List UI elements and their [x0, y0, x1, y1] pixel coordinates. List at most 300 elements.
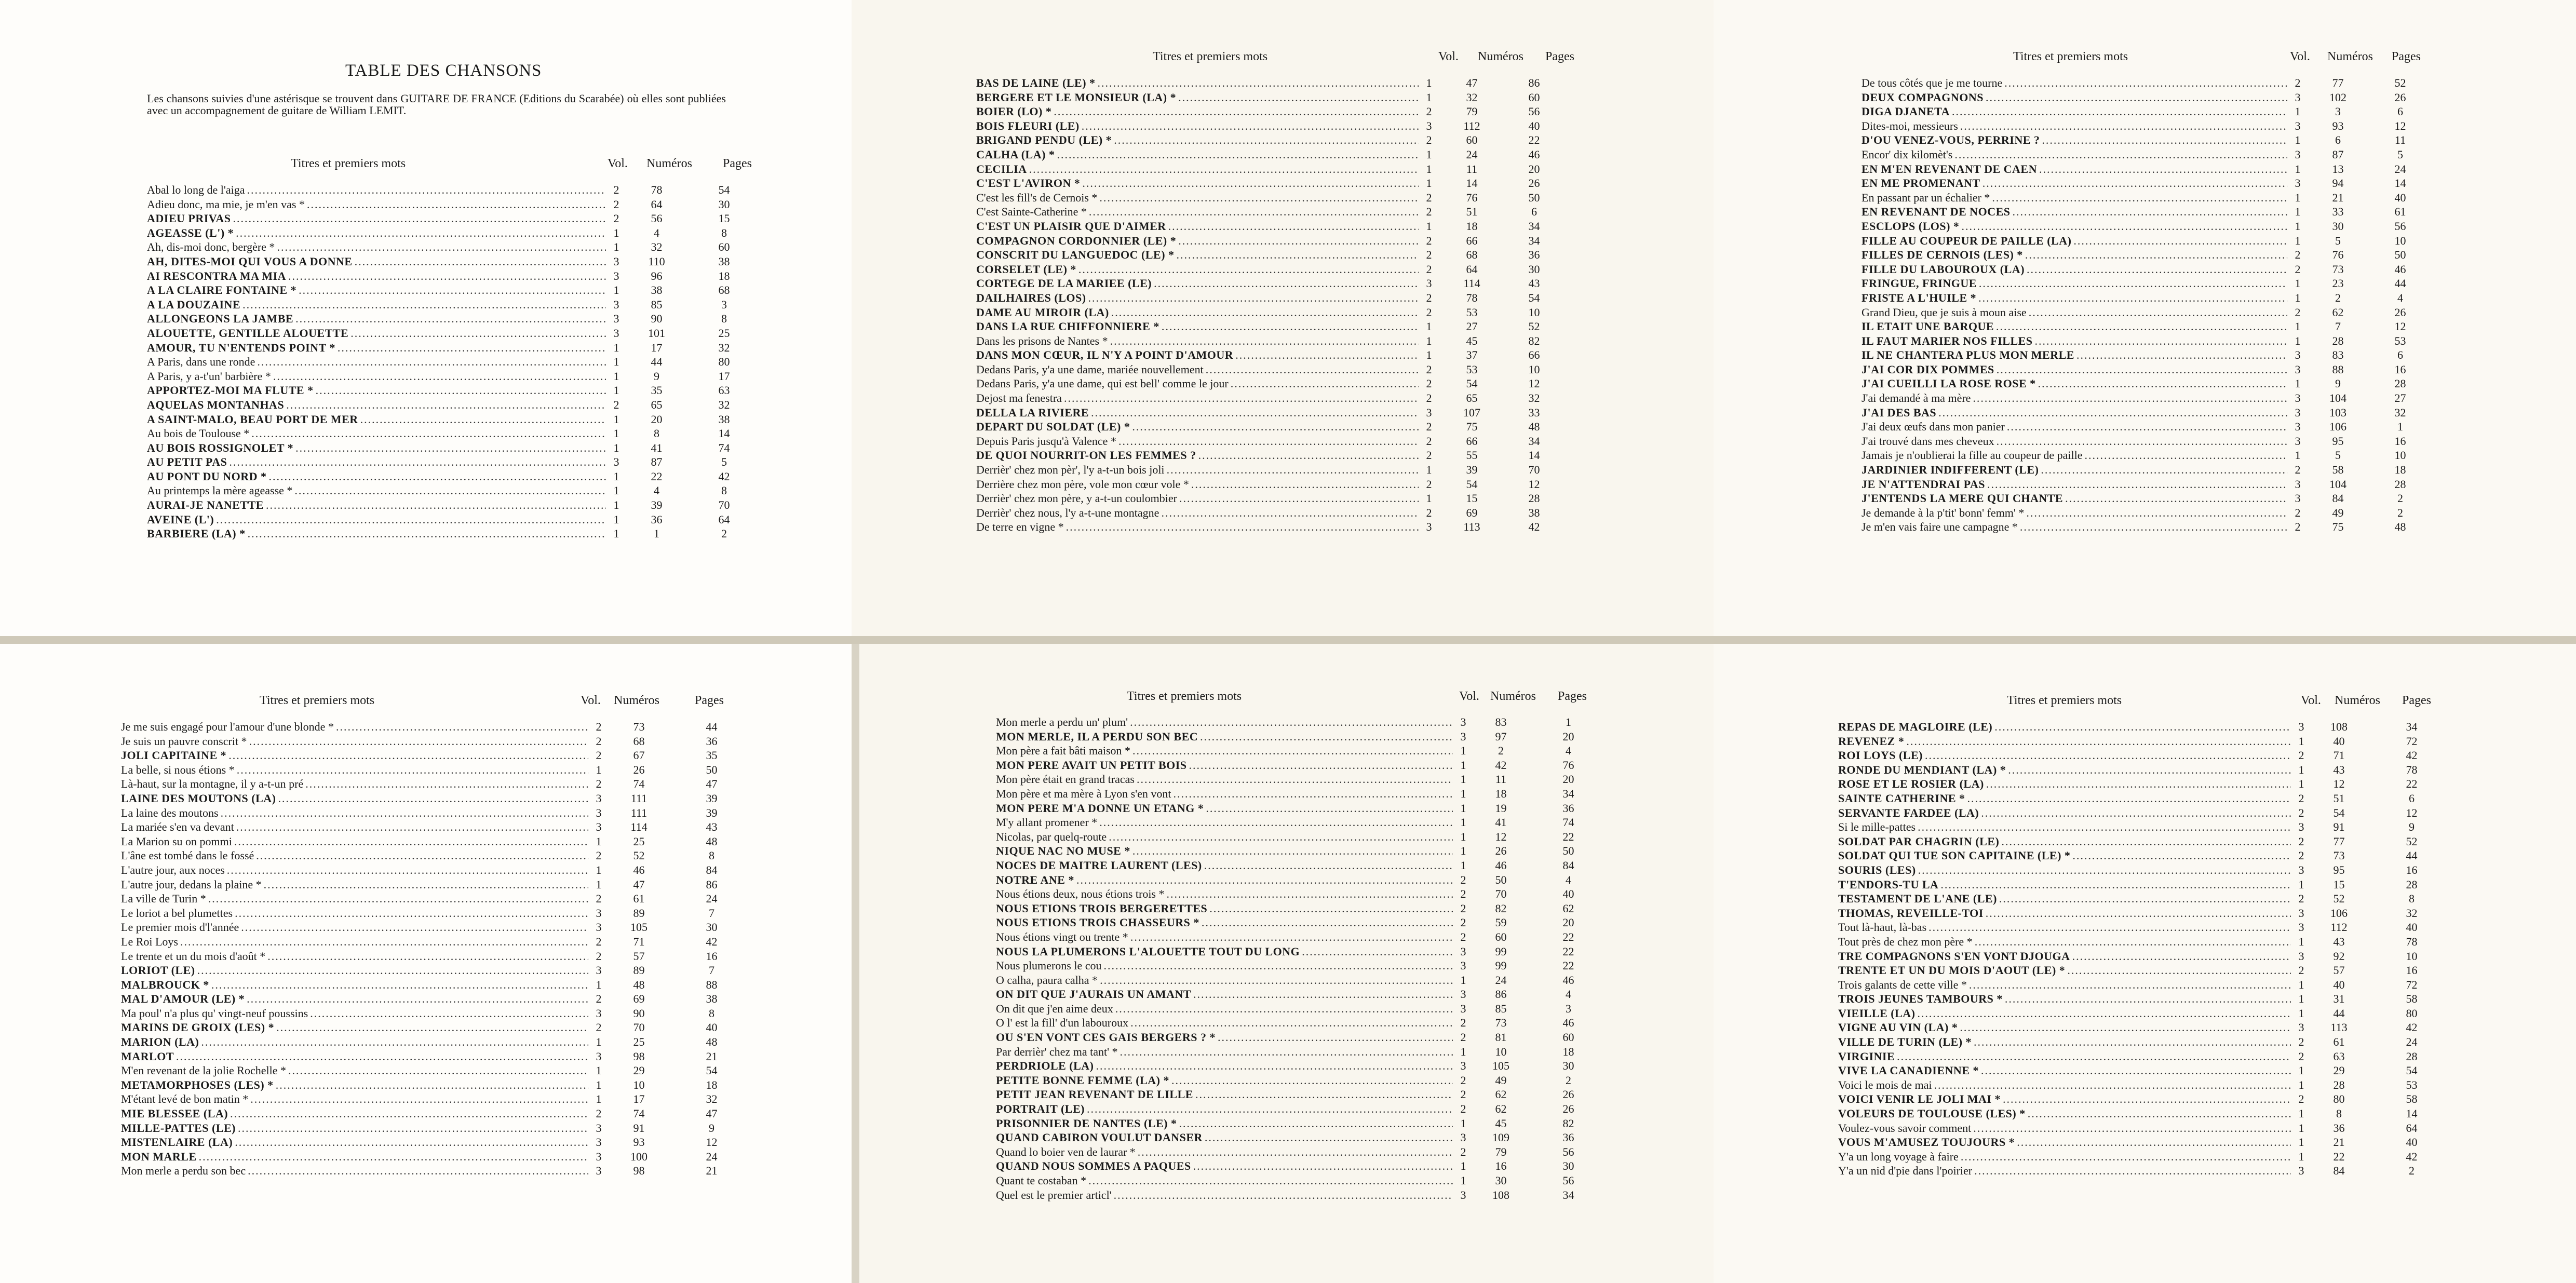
dot-leader [1990, 191, 2287, 205]
song-entry [1862, 205, 2425, 219]
dot-leader [1085, 1102, 1453, 1116]
song-number: 79 [1466, 105, 1478, 118]
song-number: 69 [633, 992, 645, 1006]
song-entry [1838, 777, 2436, 791]
song-title: Dedans Paris, y'a une dame, qui est bell' comme le jour [976, 377, 1229, 390]
song-title: TROIS JEUNES TAMBOURS * [1838, 992, 2003, 1006]
song-title: AI RESCONTRA MA MIA [147, 269, 287, 282]
song-page: 14 [718, 427, 730, 440]
song-volume: 2 [2298, 806, 2304, 819]
song-title: Dedans Paris, y'a une dame, mariée nouvellement [976, 362, 1204, 376]
song-number: 62 [2332, 305, 2344, 319]
song-title: VIEILLE (LA) [1838, 1006, 1916, 1020]
song-entry [1862, 133, 2425, 147]
song-page: 84 [1562, 858, 1574, 872]
song-title-cell [1838, 720, 2291, 734]
song-volume: 3 [613, 326, 619, 340]
song-page: 28 [2394, 377, 2406, 390]
song-number: 32 [1466, 90, 1478, 104]
song-entry [996, 1188, 1593, 1203]
song-volume: 2 [596, 720, 602, 733]
song-title-cell [996, 815, 1453, 830]
dot-leader [1130, 744, 1453, 758]
song-title: MON MARLE [121, 1150, 197, 1163]
dot-leader [1984, 906, 2291, 921]
song-title: O l' est la fill' d'un labouroux [996, 1016, 1129, 1030]
dot-leader [1216, 1030, 1453, 1045]
song-page: 36 [1562, 1131, 1574, 1144]
song-volume: 3 [1460, 944, 1466, 958]
song-number: 68 [633, 734, 645, 748]
dot-leader [353, 254, 606, 269]
song-page: 28 [2394, 477, 2406, 491]
song-volume: 3 [1460, 730, 1466, 743]
song-title: JOLI CAPITAINE * [121, 749, 227, 762]
song-volume: 1 [2298, 978, 2304, 991]
song-number: 44 [2333, 1006, 2345, 1020]
song-volume: 2 [1460, 1088, 1466, 1101]
song-number: 30 [2332, 219, 2344, 233]
song-entry [1838, 963, 2436, 978]
song-number: 66 [1466, 434, 1478, 448]
song-title: DELLA LA RIVIERE [976, 406, 1089, 419]
song-title-cell [121, 949, 588, 964]
song-page: 54 [706, 1064, 718, 1077]
dot-leader [1977, 276, 2287, 291]
song-entry [996, 1030, 1593, 1045]
song-entry [147, 269, 749, 283]
song-title-cell [1838, 935, 2291, 949]
song-title-cell [121, 863, 588, 877]
song-title-cell [1862, 334, 2287, 348]
song-entry [147, 312, 749, 326]
song-page: 46 [1562, 973, 1574, 987]
toc-intro: Les chansons suivies d'une astérisque se trouvent dans GUITARE DE FRANCE (Editions du Scarabée) où elles sont publiées avec un accompagnement de guitare de William LEMIT. [147, 92, 726, 117]
song-title-cell [121, 1121, 588, 1136]
song-title: ALLONGEONS LA JAMBE [147, 312, 294, 326]
song-number: 52 [633, 849, 645, 862]
song-number: 69 [1466, 506, 1478, 519]
song-entry [976, 463, 1559, 477]
song-volume: 2 [2298, 1049, 2304, 1063]
song-title: Le premier mois d'l'année [121, 921, 239, 934]
song-title: Quant te costaban * [996, 1174, 1087, 1187]
song-volume: 2 [1426, 305, 1432, 319]
song-volume: 2 [2298, 791, 2304, 805]
song-page: 18 [1562, 1045, 1574, 1058]
song-volume: 3 [596, 1164, 602, 1178]
song-title-cell [1862, 147, 2287, 162]
song-title: VIGNE AU VIN (LA) * [1838, 1021, 1958, 1034]
dot-leader [178, 935, 588, 949]
song-entry [147, 455, 749, 469]
song-number: 47 [1466, 76, 1478, 89]
song-entry [121, 748, 736, 763]
song-title: CALHA (LA) * [976, 147, 1055, 161]
song-title-cell [121, 1135, 588, 1150]
dot-leader [1177, 1116, 1453, 1131]
song-title: AURAI-JE NANETTE [147, 498, 264, 512]
song-volume: 3 [2295, 348, 2301, 362]
dot-leader [1027, 162, 1419, 177]
song-entry [121, 906, 736, 921]
dot-leader [1116, 434, 1419, 449]
song-page: 5 [721, 455, 727, 469]
toc-title: TABLE DES CHANSONS [345, 61, 542, 80]
song-volume: 3 [1426, 277, 1432, 290]
song-entry [1862, 362, 2425, 377]
song-number: 90 [633, 1006, 645, 1020]
song-title-cell [976, 191, 1419, 205]
song-page: 11 [2394, 133, 2406, 147]
song-page: 2 [2397, 492, 2403, 505]
song-title-cell [121, 1092, 588, 1106]
song-title-cell [976, 520, 1419, 534]
song-page: 30 [1562, 1059, 1574, 1073]
song-volume: 1 [1460, 830, 1466, 843]
song-page: 35 [706, 749, 718, 762]
song-number: 18 [1466, 219, 1478, 233]
song-number: 51 [1466, 205, 1478, 219]
song-number: 3 [2335, 105, 2341, 118]
song-volume: 2 [1426, 420, 1432, 434]
song-page: 10 [2394, 449, 2406, 462]
song-title: J'AI DES BAS [1862, 406, 1937, 419]
song-volume: 1 [1460, 787, 1466, 800]
song-list [147, 183, 749, 541]
dot-leader [1979, 806, 2291, 820]
dot-leader [1923, 748, 2291, 763]
song-title-cell [121, 1006, 588, 1021]
song-entry [1862, 319, 2425, 334]
song-volume: 1 [1426, 177, 1432, 190]
song-page: 22 [1562, 944, 1574, 958]
dot-leader [2015, 1135, 2291, 1150]
song-entry [996, 873, 1593, 887]
song-entry [996, 1116, 1593, 1131]
dot-leader [1233, 348, 1419, 362]
song-title-cell [976, 133, 1419, 147]
song-entry [1838, 1150, 2436, 1164]
song-volume: 2 [613, 183, 619, 196]
dot-leader [1089, 406, 1419, 420]
song-title-cell [1838, 949, 2291, 964]
song-volume: 1 [613, 369, 619, 383]
song-page: 1 [1566, 715, 1571, 728]
dot-leader [1135, 772, 1453, 787]
song-volume: 3 [1460, 988, 1466, 1001]
dot-leader [308, 1006, 588, 1021]
song-number: 93 [2332, 119, 2344, 132]
song-volume: 3 [596, 1150, 602, 1163]
song-volume: 3 [596, 791, 602, 805]
song-title-cell [996, 930, 1453, 944]
song-title-cell [121, 791, 588, 806]
song-volume: 1 [2298, 1121, 2304, 1135]
song-page: 6 [2409, 791, 2415, 805]
song-number: 51 [2333, 791, 2345, 805]
song-volume: 1 [1426, 463, 1432, 477]
dot-leader [1932, 1078, 2291, 1092]
song-title: REPAS DE MAGLOIRE (LE) [1838, 720, 1993, 733]
song-page: 18 [2394, 463, 2406, 477]
song-entry [121, 1020, 736, 1035]
song-volume: 2 [1426, 205, 1432, 219]
song-title: APPORTEZ-MOI MA FLUTE * [147, 384, 314, 397]
song-title: Nous étions vingt ou trente * [996, 930, 1128, 943]
song-page: 52 [2394, 76, 2406, 89]
song-number: 19 [1495, 801, 1507, 815]
song-page: 36 [1562, 801, 1574, 815]
song-page: 54 [718, 183, 730, 196]
song-entry [1862, 305, 2425, 320]
song-page: 12 [1528, 477, 1540, 491]
dot-leader [2001, 1092, 2291, 1106]
song-title-cell [996, 1173, 1453, 1188]
song-entry [1838, 1106, 2436, 1121]
song-title-cell [1862, 420, 2287, 434]
song-number: 104 [2329, 477, 2346, 491]
song-page: 76 [1562, 758, 1574, 772]
dot-leader [1118, 1045, 1453, 1059]
song-number: 39 [1466, 463, 1478, 477]
song-title-cell [976, 104, 1419, 119]
song-title: PETITE BONNE FEMME (LA) * [996, 1073, 1169, 1087]
song-number: 113 [2330, 1021, 2348, 1034]
song-number: 88 [2332, 362, 2344, 376]
song-volume: 1 [596, 863, 602, 876]
song-entry [1838, 863, 2436, 877]
song-volume: 1 [613, 441, 619, 454]
song-page: 18 [718, 269, 730, 282]
song-entry [996, 1145, 1593, 1159]
song-volume: 3 [613, 298, 619, 311]
song-title-cell [1838, 920, 2291, 935]
song-page: 52 [2406, 834, 2418, 848]
song-entry [996, 901, 1593, 916]
song-list [976, 76, 1559, 534]
song-title-cell [147, 226, 606, 240]
song-title: De terre en vigne * [976, 520, 1064, 534]
song-title: C'EST UN PLAISIR QUE D'AIMER [976, 219, 1166, 233]
song-title-cell [976, 248, 1419, 262]
song-volume: 1 [2295, 449, 2301, 462]
song-title-cell [996, 1188, 1453, 1203]
song-entry [121, 1121, 736, 1136]
dot-leader [1191, 987, 1453, 1002]
song-page: 9 [2409, 820, 2415, 834]
dot-leader [1229, 376, 1419, 391]
song-volume: 2 [613, 197, 619, 211]
song-title-cell [976, 305, 1419, 320]
song-volume: 1 [1460, 758, 1466, 772]
song-title-cell [121, 1150, 588, 1164]
header-num: Numéros [1490, 690, 1536, 703]
song-entry [147, 469, 749, 484]
song-volume: 1 [613, 384, 619, 397]
dot-leader [1097, 815, 1453, 830]
song-number: 25 [633, 834, 645, 848]
song-number: 99 [1495, 959, 1507, 973]
song-title-cell [121, 748, 588, 763]
song-title: Grand Dieu, que je suis à moun aise [1862, 305, 2027, 319]
song-title-cell [1838, 1006, 2291, 1021]
song-title: L'autre jour, aux noces [121, 863, 225, 876]
dot-leader [249, 426, 606, 441]
song-title: Mon père et ma mère à Lyon s'en vont [996, 787, 1171, 800]
song-title: PORTRAIT (LE) [996, 1102, 1085, 1116]
song-entry [121, 1049, 736, 1064]
song-number: 99 [1495, 944, 1507, 958]
song-title-cell [996, 1030, 1453, 1045]
song-title-cell [121, 1020, 588, 1035]
song-title: DEUX COMPAGNONS [1862, 90, 1984, 104]
dot-leader [335, 341, 606, 355]
song-title: C'EST L'AVIRON * [976, 177, 1081, 190]
song-number: 39 [651, 498, 663, 512]
song-entry [996, 1159, 1593, 1173]
song-volume: 2 [1460, 901, 1466, 915]
song-number: 81 [1495, 1031, 1507, 1044]
song-volume: 1 [2295, 162, 2301, 175]
song-entry [996, 944, 1593, 959]
dot-leader [1973, 935, 2291, 949]
song-volume: 3 [613, 254, 619, 268]
song-title: LORIOT (LE) [121, 964, 195, 977]
song-title: DANS MON CŒUR, IL N'Y A POINT D'AMOUR [976, 348, 1234, 362]
song-volume: 3 [2298, 820, 2304, 834]
dot-leader [1169, 1073, 1453, 1088]
song-page: 28 [1528, 492, 1540, 505]
song-entry [976, 305, 1559, 320]
song-page: 5 [2397, 147, 2403, 161]
song-number: 43 [2333, 935, 2345, 948]
song-number: 68 [1466, 248, 1478, 262]
song-volume: 2 [596, 992, 602, 1006]
song-page: 16 [706, 949, 718, 963]
song-title-cell [976, 147, 1419, 162]
song-volume: 1 [2298, 877, 2304, 891]
dot-leader [1152, 276, 1419, 291]
dot-leader [234, 820, 588, 834]
song-volume: 2 [596, 1107, 602, 1120]
song-page: 62 [1562, 901, 1574, 915]
dot-leader [286, 269, 606, 283]
song-number: 78 [651, 183, 663, 196]
dot-leader [1189, 477, 1419, 492]
header-title: Titres et premiers mots [2007, 694, 2122, 707]
song-page: 34 [2406, 720, 2418, 733]
song-entry [1862, 520, 2425, 534]
song-title: On dit que j'en aime deux [996, 1002, 1113, 1015]
song-title: J'ai deux œufs dans mon panier [1862, 420, 2005, 434]
song-title-cell [121, 992, 588, 1006]
dot-leader [1999, 834, 2291, 849]
dot-leader [1980, 176, 2287, 191]
song-number: 55 [1466, 449, 1478, 462]
song-title-cell [147, 383, 606, 398]
song-volume: 1 [2295, 377, 2301, 390]
header-vol: Vol. [581, 694, 601, 707]
song-page: 9 [709, 1121, 714, 1135]
song-number: 89 [633, 964, 645, 977]
song-volume: 2 [1426, 449, 1432, 462]
song-title-cell [996, 758, 1453, 773]
song-entry [976, 477, 1559, 492]
dot-leader [1098, 973, 1453, 988]
song-number: 83 [1495, 715, 1507, 728]
song-title: Ah, dis-moi donc, bergère * [147, 240, 275, 254]
song-entry [976, 348, 1559, 362]
song-title-cell [996, 1102, 1453, 1116]
song-title: J'ai demandé à ma mère [1862, 391, 1971, 405]
dot-leader [305, 197, 606, 212]
song-volume: 3 [2298, 906, 2304, 920]
song-volume: 2 [2295, 520, 2301, 534]
dot-leader [271, 369, 606, 384]
song-title-cell [1838, 978, 2291, 992]
dot-leader [1101, 958, 1453, 973]
song-entry [1862, 276, 2425, 291]
song-volume: 1 [613, 341, 619, 354]
dot-leader [264, 498, 606, 512]
song-page: 42 [706, 935, 718, 948]
dot-leader [240, 298, 606, 312]
header-num: Numéros [614, 694, 659, 707]
song-entry [1862, 334, 2425, 348]
song-volume: 3 [613, 312, 619, 326]
song-title-cell [1838, 777, 2291, 791]
song-title-cell [147, 412, 606, 427]
song-number: 23 [2332, 277, 2344, 290]
song-page: 80 [2406, 1006, 2418, 1020]
song-entry [996, 715, 1593, 730]
song-number: 95 [2332, 434, 2344, 448]
song-title-cell [147, 269, 606, 283]
song-volume: 1 [613, 283, 619, 297]
song-number: 74 [633, 1107, 645, 1120]
song-title-cell [1862, 176, 2287, 191]
song-number: 58 [2332, 463, 2344, 477]
song-number: 111 [630, 806, 648, 819]
dot-leader [1997, 892, 2291, 906]
song-page: 20 [1562, 773, 1574, 786]
song-page: 10 [2394, 234, 2406, 247]
song-number: 54 [1466, 377, 1478, 390]
song-title: M'y allant promener * [996, 816, 1098, 829]
song-title-cell [121, 1164, 588, 1178]
song-page: 42 [2406, 749, 2418, 762]
song-title: Derrière chez mon père, vole mon cœur vole * [976, 477, 1189, 491]
song-entry [121, 863, 736, 877]
song-volume: 1 [2295, 277, 2301, 290]
song-entry [976, 291, 1559, 305]
song-number: 91 [633, 1121, 645, 1135]
dot-leader [1196, 448, 1419, 463]
song-title-cell [1862, 391, 2287, 406]
header-title: Titres et premiers mots [260, 694, 375, 707]
header-vol: Vol. [1438, 50, 1459, 63]
song-number: 9 [654, 369, 659, 383]
song-title-cell [147, 240, 606, 254]
song-page: 56 [1562, 1174, 1574, 1187]
song-volume: 2 [613, 398, 619, 411]
song-number: 16 [1495, 1159, 1507, 1173]
dot-leader [239, 920, 588, 935]
song-entry [976, 362, 1559, 377]
song-number: 91 [2333, 820, 2345, 834]
song-page: 56 [2394, 219, 2406, 233]
